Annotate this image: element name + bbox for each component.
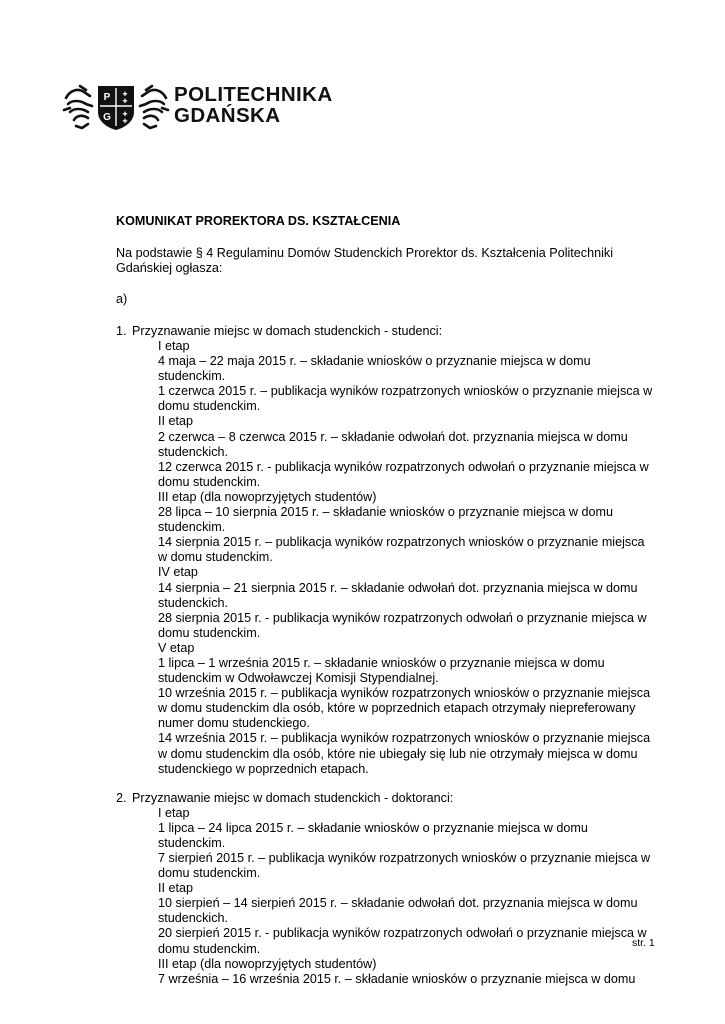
schedule-entry: 10 września 2015 r. – publikacja wyników rozpatrzonych wniosków o przyznanie miejsca w domu studenckim dla osób, które w poprzednich etapach otrzymały niepreferowany numer domu studenckiego. bbox=[158, 686, 651, 731]
section-doctoral bbox=[116, 791, 656, 987]
lions-shield-emblem-icon bbox=[62, 82, 170, 132]
stage-label: IV etap bbox=[158, 565, 198, 580]
svg-text:✚: ✚ bbox=[122, 99, 128, 105]
intro-paragraph: Na podstawie § 4 Regulaminu Domów Studenckich Prorektor ds. Kształcenia Politechniki Gdańskiej ogłasza: bbox=[116, 246, 613, 275]
shield-letter-p: P bbox=[103, 92, 111, 103]
schedule-entry: 2 czerwca – 8 czerwca 2015 r. – składanie odwołań dot. przyznania miejsca w domu studenckich. bbox=[158, 429, 628, 459]
section-students bbox=[116, 324, 656, 777]
stage-label: V etap bbox=[158, 640, 195, 655]
university-name-line1: POLITECHNIKA bbox=[174, 83, 333, 106]
stage-label: I etap bbox=[158, 339, 190, 353]
schedule-entry: 20 sierpień 2015 r. - publikacja wyników rozpatrzonych odwołań o przyznanie miejsca w domu studenckim. bbox=[158, 926, 647, 956]
schedule-entry: 1 lipca – 24 lipca 2015 r. – składanie wniosków o przyznanie miejsca w domu studenckim. bbox=[158, 820, 588, 850]
schedule-entry: 1 lipca – 1 września 2015 r. – składanie wniosków o przyznanie miejsca w domu studenckim w Odwoławczej Komisji Stypendialnej. bbox=[158, 655, 605, 686]
section-title: Przyznawanie miejsc w domach studenckich - doktoranci: bbox=[132, 790, 454, 805]
part-label: a) bbox=[116, 292, 128, 306]
svg-text:✚: ✚ bbox=[122, 112, 128, 118]
schedule-entry: 7 września – 16 września 2015 r. – składanie wniosków o przyznanie miejsca w domu bbox=[158, 971, 636, 986]
section-number: 2. bbox=[116, 790, 127, 805]
stage-label: III etap (dla nowoprzyjętych studentów) bbox=[158, 956, 377, 971]
document-title: KOMUNIKAT PROREKTORA DS. KSZTAŁCENIA bbox=[116, 214, 401, 228]
document-body bbox=[116, 214, 656, 1001]
schedule-entry: 28 lipca – 10 sierpnia 2015 r. – składanie wniosków o przyznanie miejsca w domu studenckim. bbox=[158, 505, 614, 535]
schedule-entry: 14 sierpnia – 21 sierpnia 2015 r. – składanie odwołań dot. przyznania miejsca w domu studenckich. bbox=[158, 580, 638, 610]
schedule-entry: 7 sierpień 2015 r. – publikacja wyników rozpatrzonych wniosków o przyznanie miejsca w domu studenckim. bbox=[158, 851, 651, 881]
section-schedule bbox=[158, 806, 654, 987]
schedule-entry: 14 sierpnia 2015 r. – publikacja wyników rozpatrzonych wniosków o przyznanie miejsca w domu studenckim. bbox=[158, 535, 645, 565]
stage-label: II etap bbox=[158, 881, 194, 896]
section-heading bbox=[116, 791, 656, 806]
section-title: Przyznawanie miejsc w domach studenckich - studenci: bbox=[132, 324, 443, 338]
section-schedule bbox=[158, 339, 654, 777]
stage-label: I etap bbox=[158, 805, 190, 820]
schedule-entry: 1 czerwca 2015 r. – publikacja wyników rozpatrzonych wniosków o przyznanie miejsca w domu studenckim. bbox=[158, 384, 653, 414]
schedule-entry: 4 maja – 22 maja 2015 r. – składanie wniosków o przyznanie miejsca w domu studenckim. bbox=[158, 354, 591, 384]
section-number: 1. bbox=[116, 324, 127, 338]
schedule-entry: 14 września 2015 r. – publikacja wyników rozpatrzonych wniosków o przyznanie miejsca w domu studenckim dla osób, które nie ubiegały się lub nie otrzymały miejsca w domu studenckiego w poprzednich etapach. bbox=[158, 731, 651, 776]
university-name-line2: GDAŃSKA bbox=[174, 104, 281, 127]
section-heading bbox=[116, 324, 656, 339]
schedule-entry: 28 sierpnia 2015 r. - publikacja wyników rozpatrzonych odwołań o przyznanie miejsca w domu studenckim. bbox=[158, 610, 647, 640]
page-number: str. 1 bbox=[632, 937, 655, 949]
schedule-entry: 10 sierpień – 14 sierpień 2015 r. – składanie odwołań dot. przyznania miejsca w domu studenckich. bbox=[158, 896, 638, 926]
university-logo bbox=[62, 82, 333, 132]
schedule-entry: 12 czerwca 2015 r. - publikacja wyników rozpatrzonych odwołań o przyznanie miejsca w domu studenckim. bbox=[158, 459, 649, 489]
stage-label: III etap (dla nowoprzyjętych studentów) bbox=[158, 489, 377, 504]
svg-text:✚: ✚ bbox=[122, 119, 128, 125]
shield-letter-g: G bbox=[103, 112, 111, 123]
stage-label: II etap bbox=[158, 414, 194, 429]
university-name bbox=[174, 84, 333, 126]
svg-text:✚: ✚ bbox=[122, 92, 128, 98]
